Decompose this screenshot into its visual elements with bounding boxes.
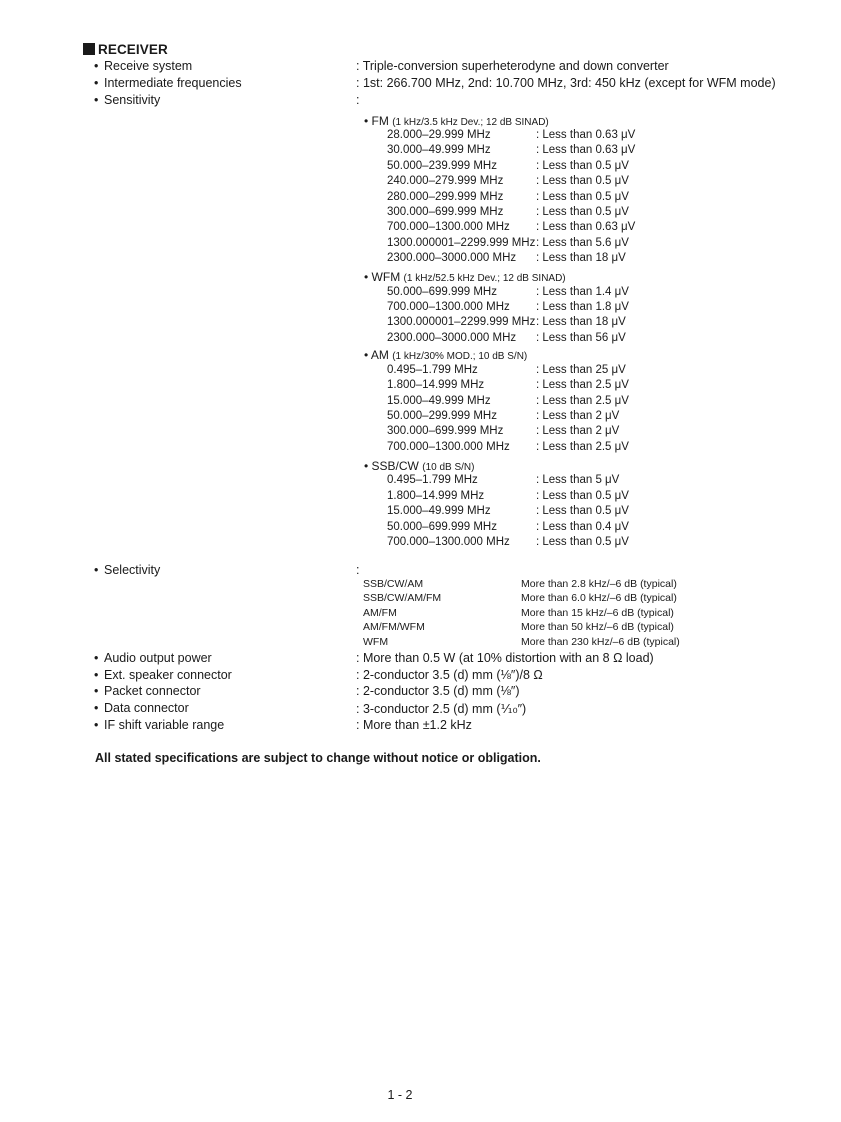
- am-value: : Less than 2.5 μV: [536, 441, 629, 453]
- am-freq: 700.000–1300.000 MHz: [387, 441, 510, 453]
- section-title: [83, 42, 168, 57]
- sensitivity-mode-wfm: • WFM (1 kHz/52.5 kHz Dev.; 12 dB SINAD): [364, 270, 566, 284]
- spec-label-data-connector: • Data connector: [94, 701, 189, 715]
- wfm-freq: 700.000–1300.000 MHz: [387, 301, 510, 313]
- spec-label-selectivity: • Selectivity: [94, 563, 161, 577]
- ssb-cw-value: : Less than 0.5 μV: [536, 490, 629, 502]
- selectivity-value: More than 230 kHz/–6 dB (typical): [521, 636, 680, 648]
- am-value: : Less than 2.5 μV: [536, 395, 629, 407]
- fm-value: : Less than 0.5 μV: [536, 206, 629, 218]
- selectivity-mode: SSB/CW/AM/FM: [363, 592, 442, 604]
- am-freq: 50.000–299.999 MHz: [387, 410, 497, 422]
- section-square-icon: [83, 43, 95, 55]
- spec-value-selectivity: :: [356, 563, 360, 577]
- ssb-cw-freq: 1.800–14.999 MHz: [387, 490, 485, 502]
- spec-value-if-shift-range: : More than ±1.2 kHz: [356, 718, 472, 732]
- fm-value: : Less than 0.63 μV: [536, 221, 636, 233]
- ssb-cw-freq: 0.495–1.799 MHz: [387, 474, 478, 486]
- fm-freq: 28.000–29.999 MHz: [387, 129, 491, 141]
- spec-label-if-shift-range: • IF shift variable range: [94, 718, 225, 732]
- fm-freq: 700.000–1300.000 MHz: [387, 221, 510, 233]
- fm-freq: 240.000–279.999 MHz: [387, 175, 504, 187]
- am-freq: 1.800–14.999 MHz: [387, 379, 485, 391]
- fm-freq: 1300.000001–2299.999 MHz: [387, 237, 536, 249]
- am-value: : Less than 25 μV: [536, 364, 626, 376]
- ssb-cw-value: : Less than 0.5 μV: [536, 505, 629, 517]
- ssb-cw-value: : Less than 0.5 μV: [536, 536, 629, 548]
- spec-value-sensitivity: :: [356, 93, 360, 107]
- spec-label-sensitivity: • Sensitivity: [94, 93, 161, 107]
- sensitivity-mode-fm: • FM (1 kHz/3.5 kHz Dev.; 12 dB SINAD): [364, 114, 549, 128]
- spec-label-receive-system: • Receive system: [94, 59, 193, 73]
- am-freq: 0.495–1.799 MHz: [387, 364, 478, 376]
- selectivity-mode: AM/FM/WFM: [363, 621, 425, 633]
- fm-value: : Less than 18 μV: [536, 252, 626, 264]
- selectivity-value: More than 15 kHz/–6 dB (typical): [521, 607, 674, 619]
- sensitivity-mode-am: • AM (1 kHz/30% MOD.; 10 dB S/N): [364, 348, 528, 362]
- selectivity-value: More than 2.8 kHz/–6 dB (typical): [521, 578, 677, 590]
- fm-freq: 50.000–239.999 MHz: [387, 160, 497, 172]
- disclaimer: All stated specifications are subject to change without notice or obligation.: [95, 751, 541, 765]
- wfm-value: : Less than 18 μV: [536, 316, 626, 328]
- ssb-cw-freq: 15.000–49.999 MHz: [387, 505, 491, 517]
- spec-value-intermediate-frequencies: : 1st: 266.700 MHz, 2nd: 10.700 MHz, 3rd: 450 kHz (except for WFM mode): [356, 76, 776, 90]
- am-value: : Less than 2.5 μV: [536, 379, 629, 391]
- section-title-text: RECEIVER: [98, 42, 168, 57]
- selectivity-mode: WFM: [363, 636, 389, 648]
- selectivity-value: More than 6.0 kHz/–6 dB (typical): [521, 592, 677, 604]
- spec-value-data-connector: : 3-conductor 2.5 (d) mm (⅒″): [356, 702, 527, 716]
- am-value: : Less than 2 μV: [536, 425, 620, 437]
- fm-value: : Less than 0.5 μV: [536, 160, 629, 172]
- spec-value-ext-speaker-connector: : 2-conductor 3.5 (d) mm (⅛″)/8 Ω: [356, 668, 543, 682]
- wfm-value: : Less than 1.4 μV: [536, 286, 629, 298]
- am-value: : Less than 2 μV: [536, 410, 620, 422]
- wfm-value: : Less than 56 μV: [536, 332, 626, 344]
- spec-value-packet-connector: : 2-conductor 3.5 (d) mm (⅛″): [356, 684, 520, 698]
- am-freq: 300.000–699.999 MHz: [387, 425, 504, 437]
- selectivity-mode: AM/FM: [363, 607, 397, 619]
- spec-label-intermediate-frequencies: • Intermediate frequencies: [94, 76, 242, 90]
- fm-freq: 280.000–299.999 MHz: [387, 191, 504, 203]
- wfm-freq: 1300.000001–2299.999 MHz: [387, 316, 536, 328]
- fm-value: : Less than 5.6 μV: [536, 237, 629, 249]
- wfm-freq: 2300.000–3000.000 MHz: [387, 332, 517, 344]
- fm-freq: 300.000–699.999 MHz: [387, 206, 504, 218]
- spec-label-audio-output-power: • Audio output power: [94, 651, 212, 665]
- wfm-freq: 50.000–699.999 MHz: [387, 286, 497, 298]
- spec-label-packet-connector: • Packet connector: [94, 684, 201, 698]
- fm-freq: 30.000–49.999 MHz: [387, 144, 491, 156]
- fm-value: : Less than 0.63 μV: [536, 129, 636, 141]
- ssb-cw-freq: 700.000–1300.000 MHz: [387, 536, 510, 548]
- spec-value-receive-system: : Triple-conversion superheterodyne and down converter: [356, 59, 669, 73]
- selectivity-mode: SSB/CW/AM: [363, 578, 424, 590]
- fm-value: : Less than 0.5 μV: [536, 175, 629, 187]
- ssb-cw-value: : Less than 0.4 μV: [536, 521, 629, 533]
- wfm-value: : Less than 1.8 μV: [536, 301, 629, 313]
- page-number: 1 - 2: [387, 1088, 413, 1102]
- fm-value: : Less than 0.63 μV: [536, 144, 636, 156]
- selectivity-value: More than 50 kHz/–6 dB (typical): [521, 621, 674, 633]
- ssb-cw-freq: 50.000–699.999 MHz: [387, 521, 497, 533]
- spec-label-ext-speaker-connector: • Ext. speaker connector: [94, 668, 232, 682]
- spec-value-audio-output-power: : More than 0.5 W (at 10% distortion with an 8 Ω load): [356, 651, 654, 665]
- fm-freq: 2300.000–3000.000 MHz: [387, 252, 517, 264]
- ssb-cw-value: : Less than 5 μV: [536, 474, 620, 486]
- fm-value: : Less than 0.5 μV: [536, 191, 629, 203]
- am-freq: 15.000–49.999 MHz: [387, 395, 491, 407]
- sensitivity-mode-ssb-cw: • SSB/CW (10 dB S/N): [364, 459, 475, 473]
